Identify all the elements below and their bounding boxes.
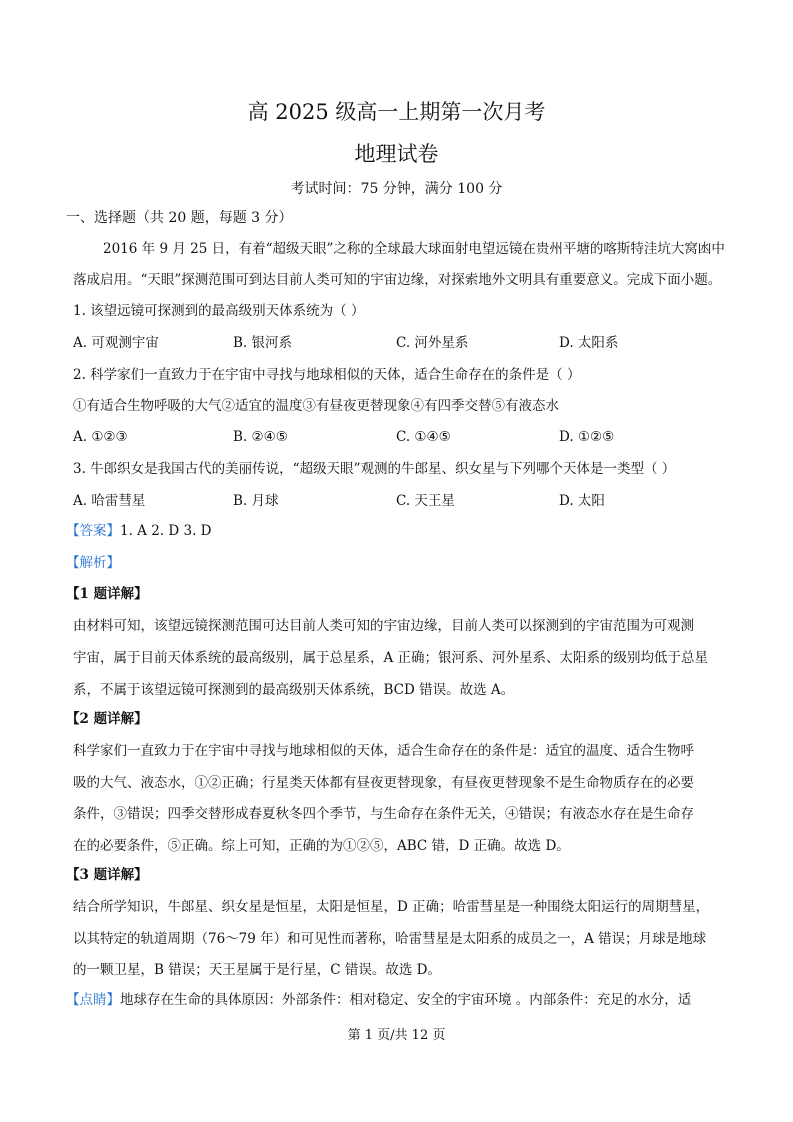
detail-2-line-2: 吸的大气、液态水，①②正确；行星类天体都有昼夜更替现象，有昼夜更替现象不是生命物质存在的必要 [73,775,694,791]
answer-text: 1. A 2. D 3. D [120,523,212,539]
tip-label: 【点睛】 [66,992,120,1008]
detail-2-line-1: 科学家们一直致力于在宇宙中寻找与地球相似的天体，适合生命存在的条件是：适宜的温度、适合生物呼 [73,743,694,759]
question-3-stem: 3. 牛郎织女是我国古代的美丽传说，“超级天眼”观测的牛郎星、织女星与下列哪个天体是一类型（ ） [73,461,676,477]
question-1-option-b: B. 银河系 [233,335,293,351]
page-footer: 第 1 页/共 12 页 [347,1028,446,1043]
question-2-stem: 2. 科学家们一直致力于在宇宙中寻找与地球相似的天体，适合生命存在的条件是（ ） [73,367,581,383]
detail-2-line-3: 条件，③错误；四季交替形成春夏秋冬四个季节，与生命存在条件无关，④错误；有液态水存在是生命存 [73,806,694,822]
analysis-label: 【解析】 [66,555,120,571]
tip-line [66,994,691,1008]
answer-line [66,525,212,539]
section-heading: 一、选择题（共 20 题，每题 3 分） [66,210,293,226]
exam-subtitle: 地理试卷 [354,142,439,166]
question-2-option-d: D. ①②⑤ [559,429,615,445]
question-2-option-a: A. ①②③ [73,429,128,445]
detail-1-line-1: 由材料可知，该望远镜探测范围可达目前人类可知的宇宙边缘，目前人类可以探测到的宇宙范围为可观测 [73,618,694,634]
exam-title: 高 2025 级高一上期第一次月考 [247,100,546,124]
exam-info: 考试时间：75 分钟，满分 100 分 [290,181,503,197]
question-1-option-d: D. 太阳系 [559,335,619,351]
tip-text: 地球存在生命的具体原因：外部条件：相对稳定、安全的宇宙环境 。内部条件：充足的水分，适 [120,992,692,1008]
detail-2-line-4: 在的必要条件，⑤正确。综上可知，正确的为①②⑤，ABC 错，D 正确。故选 D。 [73,838,570,854]
detail-1-line-2: 宇宙，属于目前天体系统的最高级别，属于总星系，A 正确；银河系、河外星系、太阳系的级别均低于总星 [73,650,709,666]
question-1-stem: 1. 该望远镜可探测到的最高级别天体系统为（ ） [73,303,365,319]
question-2-option-b: B. ②④⑤ [233,429,288,445]
answer-label: 【答案】 [66,523,120,539]
question-3-option-d: D. 太阳 [559,493,605,509]
detail-3-label: 【3 题详解】 [66,867,148,883]
detail-3-line-3: 的一颗卫星，B 错误；天王星属于是行星，C 错误。故选 D。 [73,962,441,978]
detail-2-label: 【2 题详解】 [66,711,148,727]
detail-1-line-3: 系，不属于该望远镜可探测到的最高级别天体系统，BCD 错误。故选 A。 [73,682,515,698]
question-2-option-c: C. ①④⑤ [396,429,451,445]
question-3-option-a: A. 哈雷彗星 [73,493,146,509]
material-line-1: 2016 年 9 月 25 日，有着“超级天眼”之称的全球最大球面射电望远镜在贵州平塘的喀斯特洼坑大窝凼中 [103,241,725,257]
question-2-conditions: ①有适合生物呼吸的大气②适宜的温度③有昼夜更替现象④有四季交替⑤有液态水 [73,398,559,414]
detail-3-line-2: 以其特定的轨道周期（76～79 年）和可见性而著称，哈雷彗星是太阳系的成员之一，A 错误；月球是地球 [73,931,707,947]
material-line-2: 落成启用。“天眼”探测范围可到达目前人类可知的宇宙边缘，对探索地外文明具有重要意义。完成下面小题。 [73,272,722,288]
question-1-option-c: C. 河外星系 [396,335,469,351]
question-3-option-b: B. 月球 [233,493,279,509]
detail-1-label: 【1 题详解】 [66,586,148,602]
question-3-option-c: C. 天王星 [396,493,455,509]
question-1-option-a: A. 可观测宇宙 [73,335,159,351]
detail-3-line-1: 结合所学知识，牛郎星、织女星是恒星，太阳是恒星，D 正确；哈雷彗星是一种围绕太阳运行的周期彗星， [73,899,710,915]
